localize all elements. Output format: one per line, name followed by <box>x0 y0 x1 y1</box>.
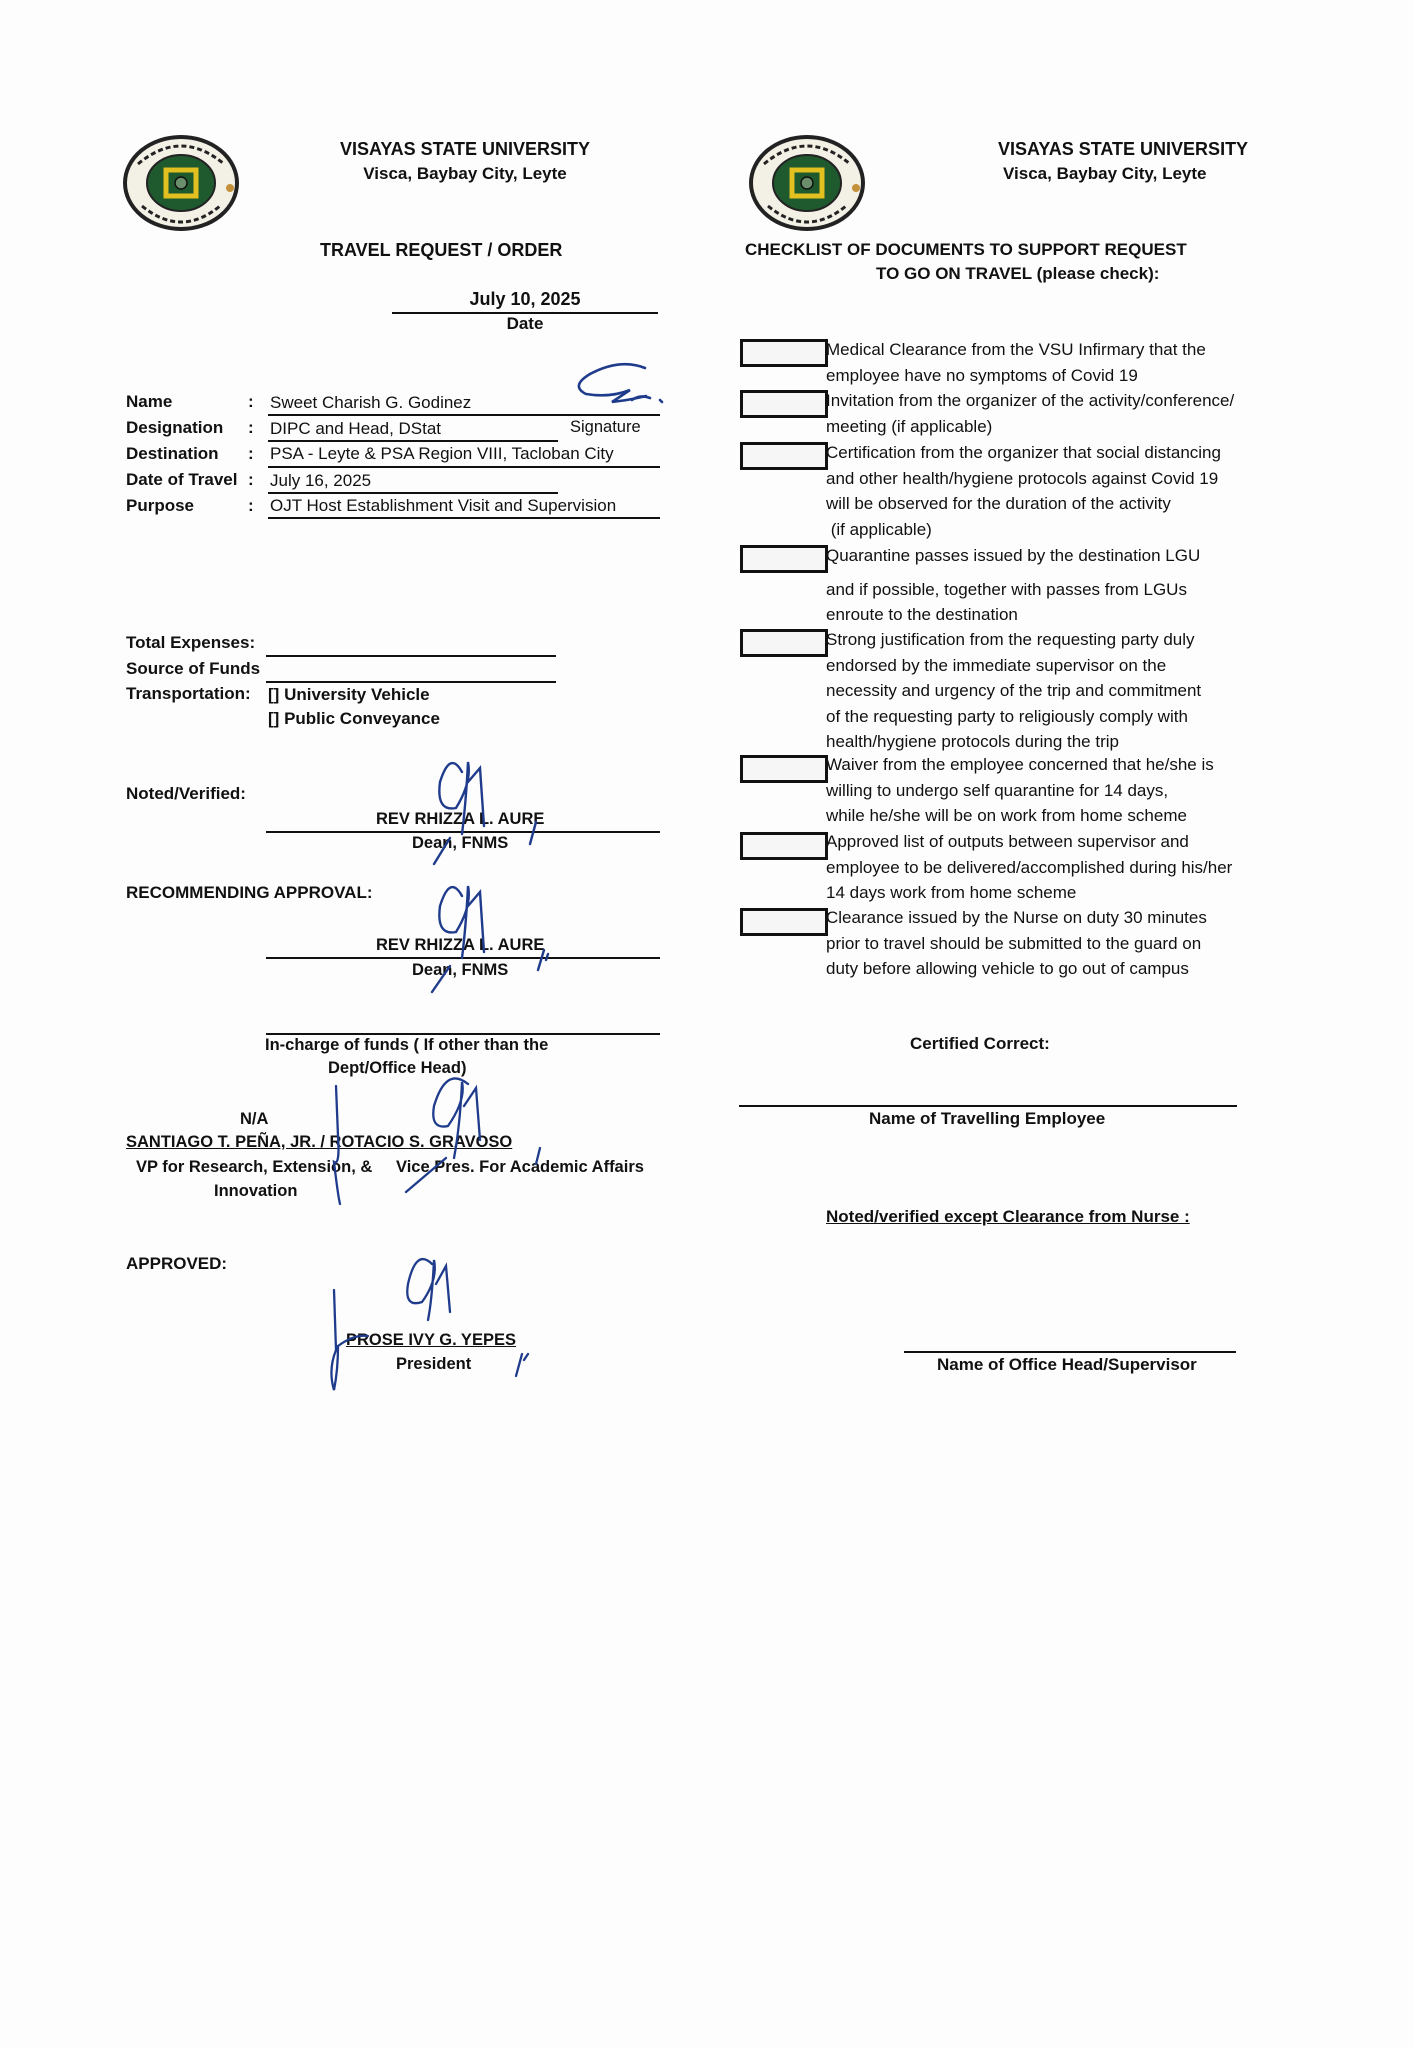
not-applicable-text: N/A <box>240 1110 269 1128</box>
date-label: Date <box>506 314 544 333</box>
checklist-checkbox-2[interactable] <box>740 390 828 418</box>
university-name: VISAYAS STATE UNIVERSITY <box>998 139 1249 159</box>
university-address: Visca, Baybay City, Leyte <box>1003 164 1207 183</box>
purpose-label: Purpose <box>126 496 195 515</box>
president-name: PROSE IVY G. YEPES <box>346 1331 516 1349</box>
item-text-line: employee to be delivered/accomplished during his/her <box>826 857 1233 877</box>
item-text-line: prior to travel should be submitted to the guard on <box>826 933 1202 953</box>
item-text-line: duty before allowing vehicle to go out of campus <box>826 959 1189 978</box>
designation-label: Designation <box>126 418 224 437</box>
form-title: TRAVEL REQUEST / ORDER <box>320 240 563 260</box>
checklist-checkbox-8[interactable] <box>740 908 828 936</box>
transport-option-university-vehicle[interactable] <box>268 685 430 705</box>
checklist-item-waiver <box>826 752 1286 829</box>
item-text-line: Certification from the organizer that social distancing <box>826 443 1221 462</box>
source-of-funds-field[interactable] <box>266 681 556 683</box>
option-label: University Vehicle <box>284 685 430 704</box>
item-text-line: (if applicable) <box>826 519 932 539</box>
checklist-item-nurse-clearance <box>826 905 1286 982</box>
incharge-label-line1: In-charge of funds ( If other than the <box>265 1036 549 1054</box>
item-text-line: Invitation from the organizer of the activity/conference/ <box>826 391 1235 410</box>
checklist-checkbox-1[interactable] <box>740 339 828 367</box>
date-of-travel-underline <box>268 492 558 494</box>
item-text-line: Clearance issued by the Nurse on duty 30 minutes <box>826 908 1207 927</box>
checklist-checkbox-7[interactable] <box>740 832 828 860</box>
name-value[interactable]: Sweet Charish G. Godinez <box>270 393 472 412</box>
item-text-line: enroute to the destination <box>826 605 1018 624</box>
checklist-item-medical-clearance <box>826 337 1286 388</box>
name-label: Name <box>126 392 173 411</box>
item-text-line: while he/she will be on work from home scheme <box>826 806 1187 825</box>
item-text-line: will be observed for the duration of the activity <box>826 494 1171 513</box>
purpose-value[interactable]: OJT Host Establishment Visit and Supervision <box>270 496 617 515</box>
vp-signatory-names: SANTIAGO T. PEÑA, JR. / ROTACIO S. GRAVOSO <box>126 1133 513 1151</box>
checklist-checkbox-4[interactable] <box>740 545 828 573</box>
destination-value[interactable]: PSA - Leyte & PSA Region VIII, Tacloban City <box>270 444 614 463</box>
incharge-label-line2: Dept/Office Head) <box>328 1059 467 1077</box>
total-expenses-label: Total Expenses: <box>126 633 256 652</box>
item-text-line: Strong justification from the requesting party duly <box>826 630 1195 649</box>
item-text-line: and other health/hygiene protocols against Covid 19 <box>826 468 1219 488</box>
vp-research-title-line2: Innovation <box>214 1182 298 1200</box>
recommending-signatory-title: Dean, FNMS <box>412 961 509 979</box>
colon: : <box>248 444 254 463</box>
item-text-line: of the requesting party to religiously comply with <box>826 706 1188 726</box>
item-text-line: meeting (if applicable) <box>826 416 993 436</box>
purpose-underline <box>268 517 660 519</box>
request-date[interactable]: July 10, 2025 <box>469 289 581 309</box>
checklist-checkbox-5[interactable] <box>740 629 828 657</box>
item-text-line: employee have no symptoms of Covid 19 <box>826 365 1138 385</box>
colon: : <box>248 392 254 411</box>
colon: : <box>248 418 254 437</box>
item-text-line: Waiver from the employee concerned that he/she is <box>826 755 1214 774</box>
vp-research-title: VP for Research, Extension, & <box>136 1158 373 1176</box>
recommending-signature-line <box>266 957 660 959</box>
signature-label: Signature <box>570 418 641 436</box>
incharge-signature-line <box>266 1033 660 1035</box>
university-name: VISAYAS STATE UNIVERSITY <box>339 139 591 159</box>
item-text-line: endorsed by the immediate supervisor on the <box>826 655 1167 675</box>
checklist-item-invitation <box>826 388 1306 439</box>
item-text-line: Quarantine passes issued by the destination LGU <box>826 546 1201 565</box>
item-text-line: Approved list of outputs between supervisor and <box>826 832 1189 851</box>
item-text-line: health/hygiene protocols during the trip <box>826 732 1119 751</box>
designation-underline <box>268 440 558 442</box>
certified-correct-label: Certified Correct: <box>910 1034 1050 1053</box>
transportation-label: Transportation: <box>126 684 251 703</box>
option-label: Public Conveyance <box>284 709 440 728</box>
university-logo <box>748 134 866 232</box>
destination-underline <box>268 466 660 468</box>
checklist-item-approved-outputs <box>826 829 1306 906</box>
recommending-signatory-name: REV RHIZZA L. AURE <box>376 936 545 954</box>
checklist-checkbox-3[interactable] <box>740 442 828 470</box>
checklist-checkbox-6[interactable] <box>740 755 828 783</box>
noted-signatory-name: REV RHIZZA L. AURE <box>376 810 545 828</box>
designation-value[interactable]: DIPC and Head, DStat <box>270 419 442 438</box>
checkbox-bracket[interactable]: [] <box>268 685 280 704</box>
university-address: Visca, Baybay City, Leyte <box>363 164 567 183</box>
colon: : <box>248 470 254 489</box>
office-head-label: Name of Office Head/Supervisor <box>937 1355 1197 1374</box>
noted-except-nurse-label: Noted/verified except Clearance from Nurse : <box>826 1207 1190 1226</box>
checklist-item-quarantine-passes <box>826 543 1286 628</box>
name-underline <box>268 414 660 416</box>
checklist-item-justification <box>826 627 1286 755</box>
item-text-line: 14 days work from home scheme <box>826 883 1077 902</box>
noted-verified-label: Noted/Verified: <box>126 784 246 803</box>
noted-signatory-title: Dean, FNMS <box>412 834 509 852</box>
noted-signature-line <box>266 831 660 833</box>
destination-label: Destination <box>126 444 219 463</box>
checklist-item-certification <box>826 440 1286 542</box>
office-head-signature-line[interactable] <box>904 1351 1236 1353</box>
travelling-employee-label: Name of Travelling Employee <box>869 1109 1106 1128</box>
item-text-line: willing to undergo self quarantine for 14 days, <box>826 780 1169 800</box>
colon: : <box>248 496 254 515</box>
checkbox-bracket[interactable]: [] <box>268 709 280 728</box>
source-of-funds-label: Source of Funds <box>126 659 261 678</box>
transport-option-public-conveyance[interactable] <box>268 709 440 729</box>
checklist-title-line1: CHECKLIST OF DOCUMENTS TO SUPPORT REQUEST <box>745 240 1187 259</box>
vp-academic-title: Vice Pres. For Academic Affairs <box>396 1158 644 1176</box>
total-expenses-field[interactable] <box>266 655 556 657</box>
employee-signature-line[interactable] <box>739 1105 1237 1107</box>
date-of-travel-label: Date of Travel <box>126 470 238 489</box>
item-text-line: Medical Clearance from the VSU Infirmary that the <box>826 340 1206 359</box>
approved-label: APPROVED: <box>126 1254 228 1273</box>
president-title: President <box>396 1355 472 1373</box>
requester-signature <box>560 360 670 420</box>
item-text-line: and if possible, together with passes from LGUs <box>826 579 1187 599</box>
university-logo <box>122 134 240 232</box>
date-of-travel-value[interactable]: July 16, 2025 <box>270 471 372 490</box>
item-text-line: necessity and urgency of the trip and commitment <box>826 681 1202 700</box>
checklist-title-line2: TO GO ON TRAVEL (please check): <box>876 264 1160 283</box>
recommending-approval-label: RECOMMENDING APPROVAL: <box>126 883 373 902</box>
president-signature <box>324 1250 544 1400</box>
